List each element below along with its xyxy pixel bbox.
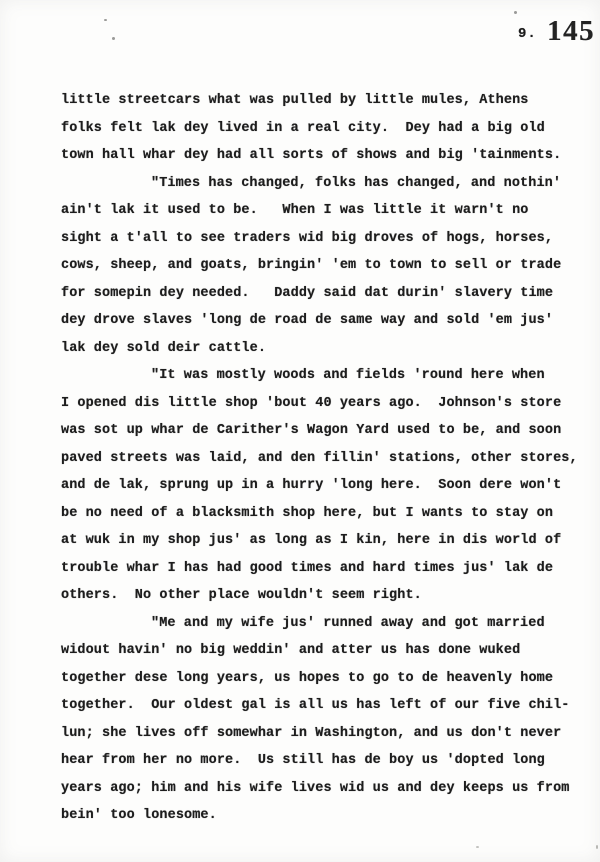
text-line: sight a t'all to see traders wid big droves of hogs, horses, [61, 230, 554, 246]
document-body [61, 87, 581, 830]
text-line: town hall whar dey had all sorts of shows and big 'tainments. [61, 148, 562, 163]
text-line: little streetcars what was pulled by little mules, Athens [61, 93, 529, 108]
stamped-page-number: 145 [547, 15, 595, 47]
text-line: together. Our oldest gal is all us has left of our five chil- [61, 698, 570, 713]
text-line: "Times has changed, folks has changed, and nothin' [151, 175, 562, 191]
scan-speck [514, 11, 517, 14]
text-line: bein' too lonesome. [61, 808, 217, 823]
scan-speck [476, 846, 479, 848]
text-line: lun; she lives off somewhar in Washington, and us don't never [61, 725, 562, 741]
text-line: cows, sheep, and goats, bringin' 'em to town to sell or trade [61, 258, 562, 273]
scan-speck [596, 845, 598, 849]
text-line: and de lak, sprung up in a hurry 'long here. Soon dere won't [61, 478, 562, 493]
text-line: I opened dis little shop 'bout 40 years ago. Johnson's store [61, 395, 562, 411]
scan-speck [112, 37, 115, 40]
text-line: be no need of a blacksmith shop here, but I wants to stay on [61, 505, 554, 521]
text-line: ain't lak it used to be. When I was little it warn't no [61, 203, 529, 218]
text-line: others. No other place wouldn't seem right. [61, 588, 422, 603]
text-line: dey drove slaves 'long de road de same way and sold 'em jus' [61, 313, 554, 328]
text-line: "Me and my wife jus' runned away and got married [151, 615, 545, 631]
text-line: trouble whar I has had good times and hard times jus' lak de [61, 560, 554, 576]
text-line: paved streets was laid, and den fillin' stations, other stores, [61, 450, 578, 466]
text-line: at wuk in my shop jus' as long as I kin, here in dis world of [61, 533, 562, 548]
text-line: "It was mostly woods and fields 'round here when [151, 368, 545, 383]
text-line: together dese long years, us hopes to go to de heavenly home [61, 670, 554, 686]
text-line: folks felt lak dey lived in a real city. Dey had a big old [61, 120, 545, 136]
scan-speck [104, 19, 107, 21]
typed-page-number: 9. [518, 26, 537, 42]
text-line: for somepin dey needed. Daddy said dat durin' slavery time [61, 285, 554, 301]
text-line: widout havin' no big weddin' and atter us has done wuked [61, 643, 521, 658]
text-line: lak dey sold deir cattle. [61, 340, 267, 356]
text-line: hear from her no more. Us still has de boy us 'dopted long [61, 753, 545, 768]
text-line: years ago; him and his wife lives wid us and dey keeps us from [61, 780, 570, 796]
text-line: was sot up whar de Carither's Wagon Yard used to be, and soon [61, 423, 562, 438]
